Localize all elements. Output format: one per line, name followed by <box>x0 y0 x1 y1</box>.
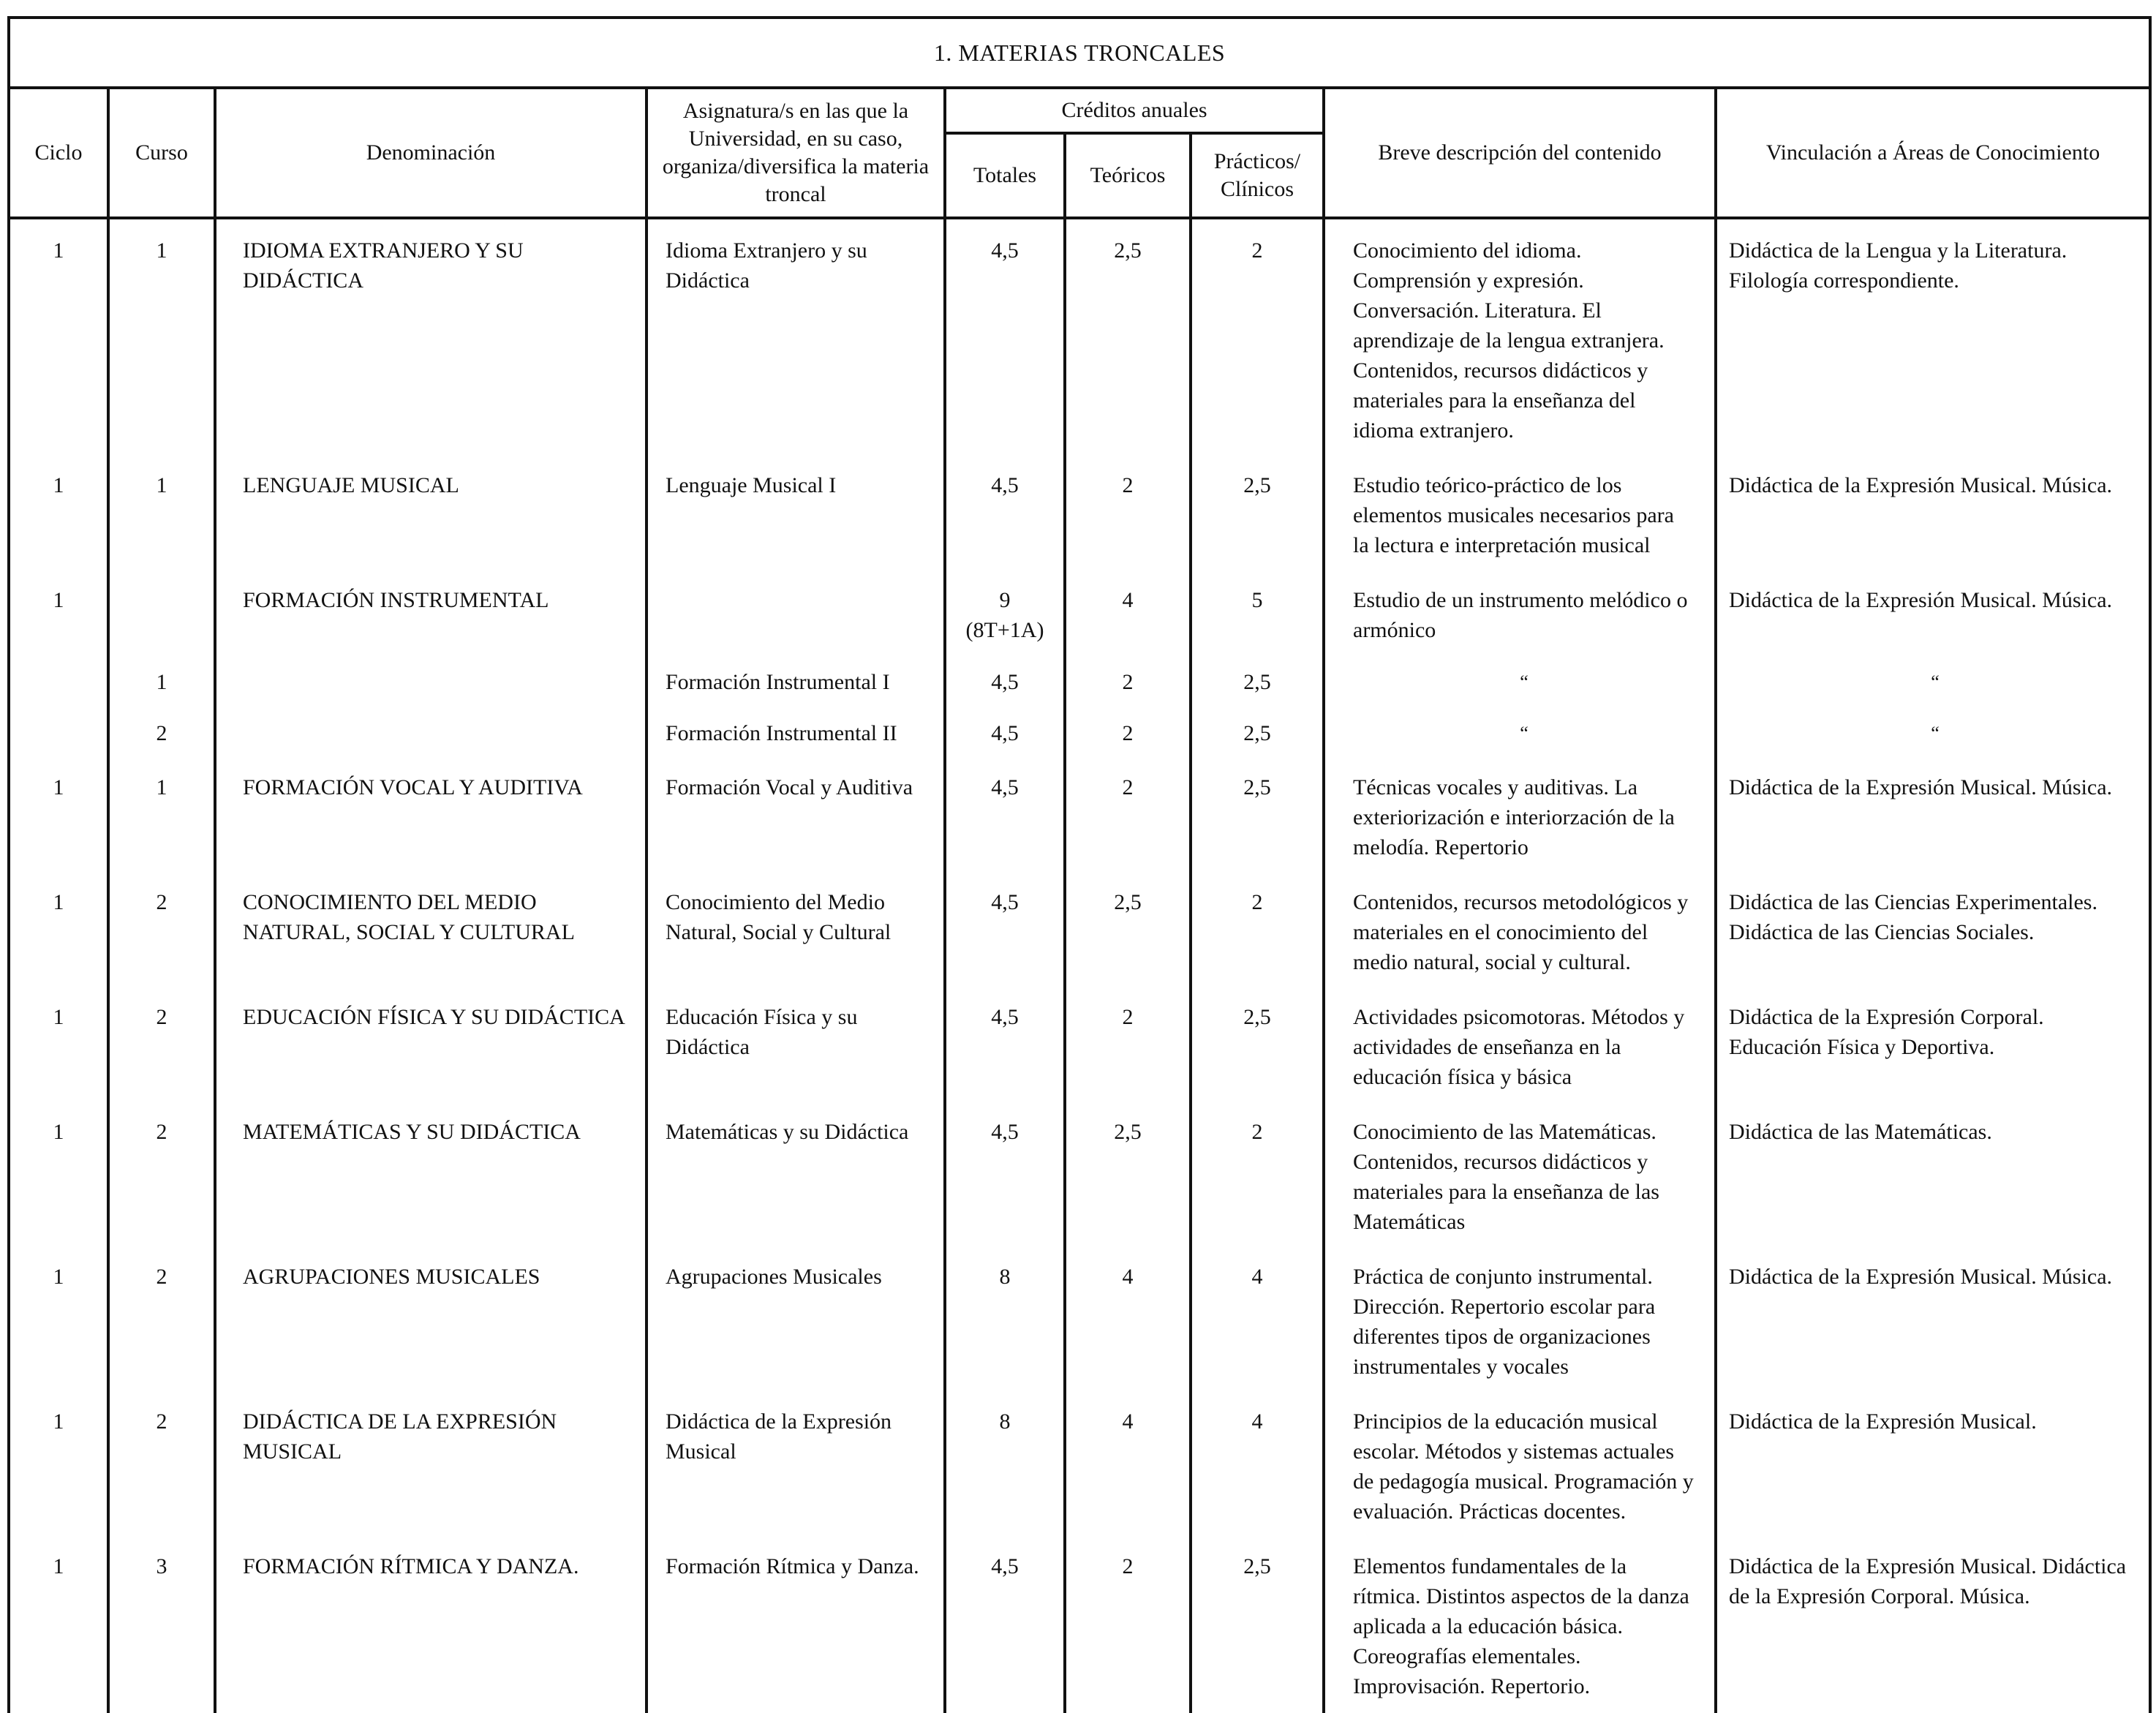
cell-denominacion: FORMACIÓN RÍTMICA Y DANZA. <box>215 1538 647 1713</box>
header-descripcion: Breve descripción del contenido <box>1324 88 1716 218</box>
cell-teoricos: 2 <box>1065 457 1191 572</box>
cell-practicos: 2,5 <box>1191 1538 1324 1713</box>
cell-totales: 4,5 <box>945 711 1065 759</box>
cell-vinculacion-ditto: “ <box>1716 711 2150 759</box>
cell-vinculacion: Didáctica de la Expresión Musical. Música. <box>1716 1249 2150 1393</box>
cell-asignatura: Lenguaje Musical I <box>647 457 945 572</box>
cell-descripcion: Elementos fundamentales de la rítmica. Distintos aspectos de la danza aplicada a la educación básica. Coreografías elementales. Improvisación. Repertorio. <box>1324 1538 1716 1713</box>
cell-denominacion: CONOCIMIENTO DEL MEDIO NATURAL, SOCIAL Y CULTURAL <box>215 874 647 989</box>
cell-totales: 4,5 <box>945 1104 1065 1249</box>
header-ciclo: Ciclo <box>9 88 108 218</box>
cell-asignatura: Formación Instrumental II <box>647 711 945 759</box>
materias-troncales-table <box>7 16 2152 1713</box>
cell-ciclo: 1 <box>9 874 108 989</box>
cell-vinculacion: Didáctica de la Expresión Musical. Música. <box>1716 457 2150 572</box>
cell-teoricos: 2 <box>1065 660 1191 711</box>
materias-troncales-document <box>7 16 2149 1698</box>
cell-teoricos: 2,5 <box>1065 1104 1191 1249</box>
table-row <box>9 759 2150 874</box>
cell-asignatura: Matemáticas y su Didáctica <box>647 1104 945 1249</box>
cell-descripcion: Principios de la educación musical escolar. Métodos y sistemas actuales de pedagogía musical. Programación y evaluación. Prácticas docentes. <box>1324 1393 1716 1538</box>
cell-asignatura: Formación Rítmica y Danza. <box>647 1538 945 1713</box>
table-row <box>9 1104 2150 1249</box>
cell-ciclo: 1 <box>9 457 108 572</box>
header-creditos-anuales: Créditos anuales <box>945 88 1324 133</box>
cell-ciclo <box>9 711 108 759</box>
cell-descripcion: Contenidos, recursos metodológicos y materiales en el conocimiento del medio natural, social y cultural. <box>1324 874 1716 989</box>
table-row <box>9 457 2150 572</box>
cell-totales: 4,5 <box>945 874 1065 989</box>
cell-ciclo: 1 <box>9 1249 108 1393</box>
cell-curso: 1 <box>108 759 215 874</box>
cell-descripcion-ditto: “ <box>1324 660 1716 711</box>
cell-ciclo: 1 <box>9 572 108 660</box>
cell-denominacion: FORMACIÓN INSTRUMENTAL <box>215 572 647 660</box>
cell-curso: 2 <box>108 989 215 1104</box>
cell-denominacion <box>215 660 647 711</box>
header-teoricos: Teóricos <box>1065 133 1191 218</box>
cell-asignatura: Didáctica de la Expresión Musical <box>647 1393 945 1538</box>
cell-vinculacion: Didáctica de la Lengua y la Literatura. Filología correspondiente. <box>1716 218 2150 457</box>
cell-vinculacion: Didáctica de la Expresión Musical. Música. <box>1716 572 2150 660</box>
cell-totales: 4,5 <box>945 218 1065 457</box>
cell-denominacion: AGRUPACIONES MUSICALES <box>215 1249 647 1393</box>
cell-practicos: 2,5 <box>1191 457 1324 572</box>
cell-denominacion: EDUCACIÓN FÍSICA Y SU DIDÁCTICA <box>215 989 647 1104</box>
cell-curso: 1 <box>108 660 215 711</box>
header-practicos: Prácticos/ Clínicos <box>1191 133 1324 218</box>
cell-totales: 9 (8T+1A) <box>945 572 1065 660</box>
header-vinculacion: Vinculación a Áreas de Conocimiento <box>1716 88 2150 218</box>
cell-asignatura: Formación Vocal y Auditiva <box>647 759 945 874</box>
cell-vinculacion: Didáctica de las Ciencias Experimentales. Didáctica de las Ciencias Sociales. <box>1716 874 2150 989</box>
table-row <box>9 660 2150 711</box>
cell-asignatura <box>647 572 945 660</box>
cell-teoricos: 2 <box>1065 711 1191 759</box>
cell-practicos: 2 <box>1191 874 1324 989</box>
cell-practicos: 4 <box>1191 1393 1324 1538</box>
cell-vinculacion: Didáctica de la Expresión Musical. Didáctica de la Expresión Corporal. Música. <box>1716 1538 2150 1713</box>
table-row <box>9 1393 2150 1538</box>
header-denominacion: Denominación <box>215 88 647 218</box>
cell-asignatura: Idioma Extranjero y su Didáctica <box>647 218 945 457</box>
cell-denominacion <box>215 711 647 759</box>
cell-ciclo: 1 <box>9 1104 108 1249</box>
table-row <box>9 1249 2150 1393</box>
table-row <box>9 1538 2150 1713</box>
header-asignatura: Asignatura/s en las que la Universidad, en su caso, organiza/diversifica la materia troncal <box>647 88 945 218</box>
cell-practicos: 2,5 <box>1191 989 1324 1104</box>
table-row <box>9 218 2150 457</box>
cell-totales: 4,5 <box>945 660 1065 711</box>
cell-curso: 2 <box>108 1104 215 1249</box>
cell-asignatura: Formación Instrumental I <box>647 660 945 711</box>
cell-teoricos: 2 <box>1065 759 1191 874</box>
cell-vinculacion: Didáctica de la Expresión Musical. <box>1716 1393 2150 1538</box>
cell-descripcion: Estudio de un instrumento melódico o armónico <box>1324 572 1716 660</box>
header-curso: Curso <box>108 88 215 218</box>
cell-descripcion: Estudio teórico-práctico de los elementos musicales necesarios para la lectura e interpretación musical <box>1324 457 1716 572</box>
cell-practicos: 2 <box>1191 1104 1324 1249</box>
cell-totales: 4,5 <box>945 989 1065 1104</box>
cell-denominacion: LENGUAJE MUSICAL <box>215 457 647 572</box>
cell-totales: 4,5 <box>945 457 1065 572</box>
cell-curso: 2 <box>108 874 215 989</box>
cell-curso: 1 <box>108 218 215 457</box>
cell-ciclo: 1 <box>9 1393 108 1538</box>
cell-ciclo: 1 <box>9 759 108 874</box>
cell-totales: 4,5 <box>945 1538 1065 1713</box>
cell-asignatura: Agrupaciones Musicales <box>647 1249 945 1393</box>
cell-asignatura: Educación Física y su Didáctica <box>647 989 945 1104</box>
cell-curso: 2 <box>108 711 215 759</box>
cell-curso: 3 <box>108 1538 215 1713</box>
cell-descripcion: Técnicas vocales y auditivas. La exteriorización e interiorzación de la melodía. Repertorio <box>1324 759 1716 874</box>
table-title: 1. MATERIAS TRONCALES <box>9 18 2150 88</box>
cell-practicos: 2 <box>1191 218 1324 457</box>
cell-teoricos: 4 <box>1065 1249 1191 1393</box>
cell-descripcion: Conocimiento del idioma. Comprensión y expresión. Conversación. Literatura. El aprendizaje de la lengua extranjera. Contenidos, recursos didácticos y materiales para la enseñanza del idioma extranjero. <box>1324 218 1716 457</box>
cell-descripcion: Conocimiento de las Matemáticas. Contenidos, recursos didácticos y materiales para la enseñanza de las Matemáticas <box>1324 1104 1716 1249</box>
cell-denominacion: DIDÁCTICA DE LA EXPRESIÓN MUSICAL <box>215 1393 647 1538</box>
cell-practicos: 2,5 <box>1191 660 1324 711</box>
cell-teoricos: 2,5 <box>1065 218 1191 457</box>
cell-vinculacion: Didáctica de la Expresión Corporal. Educación Física y Deportiva. <box>1716 989 2150 1104</box>
cell-descripcion: Práctica de conjunto instrumental. Dirección. Repertorio escolar para diferentes tipos de organizaciones instrumentales y vocales <box>1324 1249 1716 1393</box>
table-row <box>9 711 2150 759</box>
table-row <box>9 572 2150 660</box>
cell-denominacion: MATEMÁTICAS Y SU DIDÁCTICA <box>215 1104 647 1249</box>
cell-curso: 1 <box>108 457 215 572</box>
header-totales: Totales <box>945 133 1065 218</box>
cell-vinculacion-ditto: “ <box>1716 660 2150 711</box>
table-row <box>9 989 2150 1104</box>
cell-ciclo: 1 <box>9 1538 108 1713</box>
cell-asignatura: Conocimiento del Medio Natural, Social y Cultural <box>647 874 945 989</box>
cell-denominacion: FORMACIÓN VOCAL Y AUDITIVA <box>215 759 647 874</box>
cell-teoricos: 2 <box>1065 989 1191 1104</box>
cell-descripcion: Actividades psicomotoras. Métodos y actividades de enseñanza en la educación física y básica <box>1324 989 1716 1104</box>
cell-vinculacion: Didáctica de las Matemáticas. <box>1716 1104 2150 1249</box>
cell-totales: 8 <box>945 1249 1065 1393</box>
cell-vinculacion: Didáctica de la Expresión Musical. Música. <box>1716 759 2150 874</box>
cell-ciclo <box>9 660 108 711</box>
cell-denominacion: IDIOMA EXTRANJERO Y SU DIDÁCTICA <box>215 218 647 457</box>
cell-teoricos: 4 <box>1065 572 1191 660</box>
table-row <box>9 874 2150 989</box>
cell-teoricos: 4 <box>1065 1393 1191 1538</box>
cell-curso: 2 <box>108 1249 215 1393</box>
cell-practicos: 4 <box>1191 1249 1324 1393</box>
cell-curso: 2 <box>108 1393 215 1538</box>
cell-practicos: 2,5 <box>1191 711 1324 759</box>
cell-ciclo: 1 <box>9 218 108 457</box>
cell-curso <box>108 572 215 660</box>
cell-teoricos: 2 <box>1065 1538 1191 1713</box>
cell-totales: 4,5 <box>945 759 1065 874</box>
cell-totales: 8 <box>945 1393 1065 1538</box>
cell-teoricos: 2,5 <box>1065 874 1191 989</box>
cell-practicos: 5 <box>1191 572 1324 660</box>
cell-practicos: 2,5 <box>1191 759 1324 874</box>
cell-descripcion-ditto: “ <box>1324 711 1716 759</box>
cell-ciclo: 1 <box>9 989 108 1104</box>
